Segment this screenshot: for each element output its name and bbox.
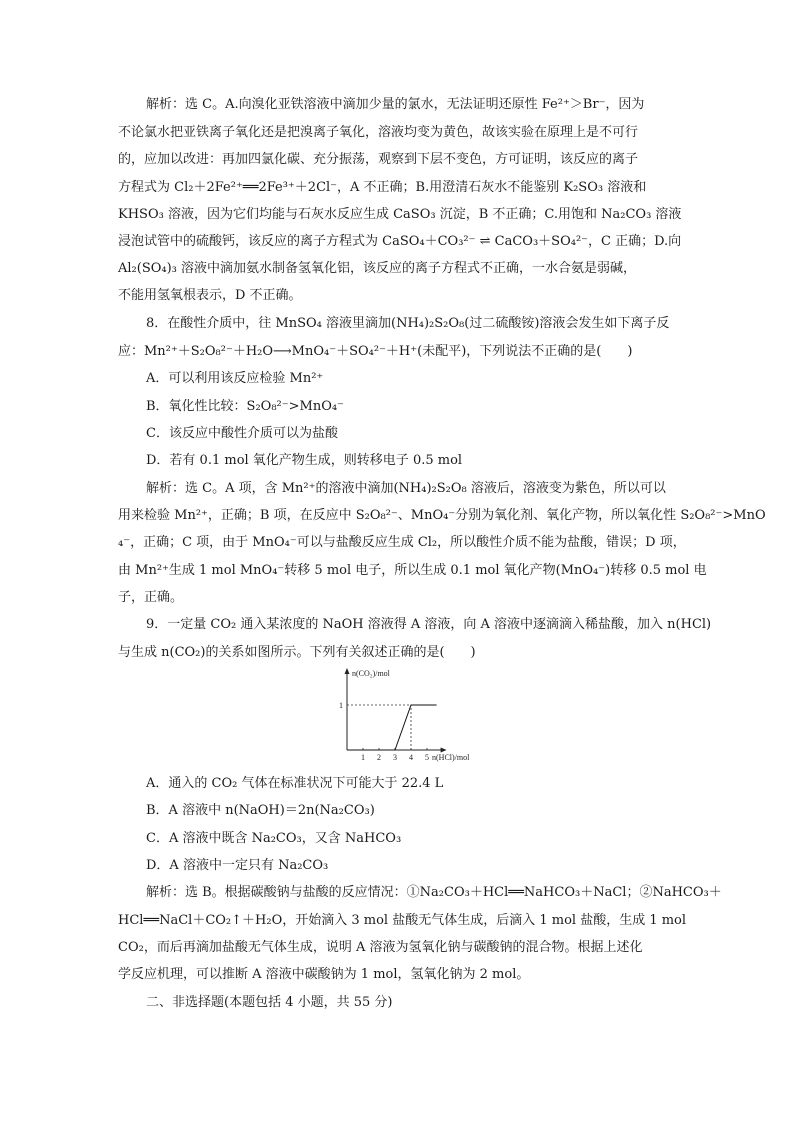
x-tick-label: 2 [377,753,381,762]
q7-solution-line-8: 不能用氢氧根表示，D 不正确。 [118,288,302,303]
co2-series-line [347,705,437,750]
q7-solution-line-6: 浸泡试管中的硫酸钙，该反应的离子方程式为 CaSO₄＋CO₃²⁻ ⇌ CaCO₃＋SO₄²⁻，C 正确；D.向 [118,234,682,249]
q9-option-b: B．A 溶液中 n(NaOH)＝2n(Na₂CO₃) [146,803,375,818]
x-axis-arrow [441,748,447,753]
x-tick-label: 4 [409,753,413,762]
q8-solution-line-3: ₄⁻，正确；C 项，由于 MnO₄⁻可以与盐酸反应生成 Cl₂，所以酸性介质不能为盐酸，错误；D 项， [118,535,686,550]
q8-solution-line-2: 用来检验 Mn²⁺，正确；B 项，在反应中 S₂O₈²⁻、MnO₄⁻分别为氧化剂、氧化产物，所以氧化性 S₂O₈²⁻>MnO [118,508,766,523]
q8-solution-line-1: 解析：选 C。A 项，含 Mn²⁺的溶液中滴加(NH₄)₂S₂O₈ 溶液后，溶液变为紫色，所以可以 [146,481,666,496]
x-tick-label: 3 [393,753,397,762]
x-tick-label: 1 [361,753,365,762]
y-axis-arrow [345,668,350,674]
q7-solution-line-5: KHSO₃ 溶液，因为它们均能与石灰水反应生成 CaSO₃ 沉淀，B 不正确；C.用饱和 Na₂CO₃ 溶液 [118,207,682,222]
section-heading-non-choice: 二、非选择题(本题包括 4 小题，共 55 分) [146,995,393,1010]
q9-solution-line-2: HCl══NaCl＋CO₂↑＋H₂O，开始滴入 3 mol 盐酸无气体生成，后滴入 1 mol 盐酸，生成 1 mol [118,913,687,928]
x-tick-label: 5 [425,753,429,762]
q8-option-d: D．若有 0.1 mol 氧化产物生成，则转移电子 0.5 mol [146,453,463,468]
q7-solution-line-2: 不论氯水把亚铁离子氧化还是把溴离子氧化，溶液均变为黄色，故该实验在原理上是不可行 [118,125,639,140]
q8-solution-line-5: 子，正确。 [118,590,184,605]
y-tick-label: 1 [339,701,343,710]
q8-stem-line-1: 8．在酸性介质中，往 MnSO₄ 溶液里滴加(NH₄)₂S₂O₈(过二硫酸铵)溶液会发生如下离子反 [146,316,670,331]
q8-stem-line-2: 应：Mn²⁺＋S₂O₈²⁻＋H₂O⟶MnO₄⁻＋SO₄²⁻＋H⁺(未配平)，下列说法不正确的是( ) [118,344,633,359]
q9-solution-line-1: 解析：选 B。根据碳酸钠与盐酸的反应情况：①Na₂CO₃＋HCl══NaHCO₃＋NaCl；②NaHCO₃＋ [146,885,722,900]
q9-option-d: D．A 溶液中一定只有 Na₂CO₃ [146,858,329,873]
y-axis-label: n(CO₂)/mol [352,669,390,678]
q7-solution-line-4: 方程式为 Cl₂＋2Fe²⁺══2Fe³⁺＋2Cl⁻，A 不正确；B.用澄清石灰水不能鉴别 K₂SO₃ 溶液和 [118,180,647,195]
q9-option-c: C．A 溶液中既含 Na₂CO₃，又含 NaHCO₃ [146,831,402,846]
q7-solution-line-7: Al₂(SO₄)₃ 溶液中滴加氨水制备氢氧化铝，该反应的离子方程式不正确，一水合氨是弱碱， [118,261,637,276]
q9-stem-line-1: 9．一定量 CO₂ 通入某浓度的 NaOH 溶液得 A 溶液，向 A 溶液中逐滴滴入稀盐酸，加入 n(HCl) [146,617,712,632]
q8-option-b: B．氧化性比较：S₂O₈²⁻>MnO₄⁻ [146,399,344,414]
q9-stem-line-2: 与生成 n(CO₂)的关系如图所示。下列有关叙述正确的是( ) [118,645,476,660]
co2-vs-hcl-chart [330,664,490,768]
q8-option-a: A．可以利用该反应检验 Mn²⁺ [146,371,324,386]
q7-solution-line-3: 的，应加以改进：再加四氯化碳、充分振荡，观察到下层不变色，方可证明，该反应的离子 [118,152,639,167]
q8-option-c: C．该反应中酸性介质可以为盐酸 [146,426,338,441]
q9-solution-line-3: CO₂，而后再滴加盐酸无气体生成，说明 A 溶液为氢氧化钠与碳酸钠的混合物。根据上述化 [118,940,643,955]
q9-solution-line-4: 学反应机理，可以推断 A 溶液中碳酸钠为 1 mol，氢氧化钠为 2 mol。 [118,967,530,982]
q7-solution-line-1: 解析：选 C。A.向溴化亚铁溶液中滴加少量的氯水，无法证明还原性 Fe²⁺＞Br⁻，因为 [146,97,645,112]
x-axis-label: n(HCl)/mol [432,753,470,762]
q8-solution-line-4: 由 Mn²⁺生成 1 mol MnO₄⁻转移 5 mol 电子，所以生成 0.1 mol 氧化产物(MnO₄⁻)转移 0.5 mol 电 [118,563,707,578]
q9-option-a: A．通入的 CO₂ 气体在标准状况下可能大于 22.4 L [146,776,444,791]
